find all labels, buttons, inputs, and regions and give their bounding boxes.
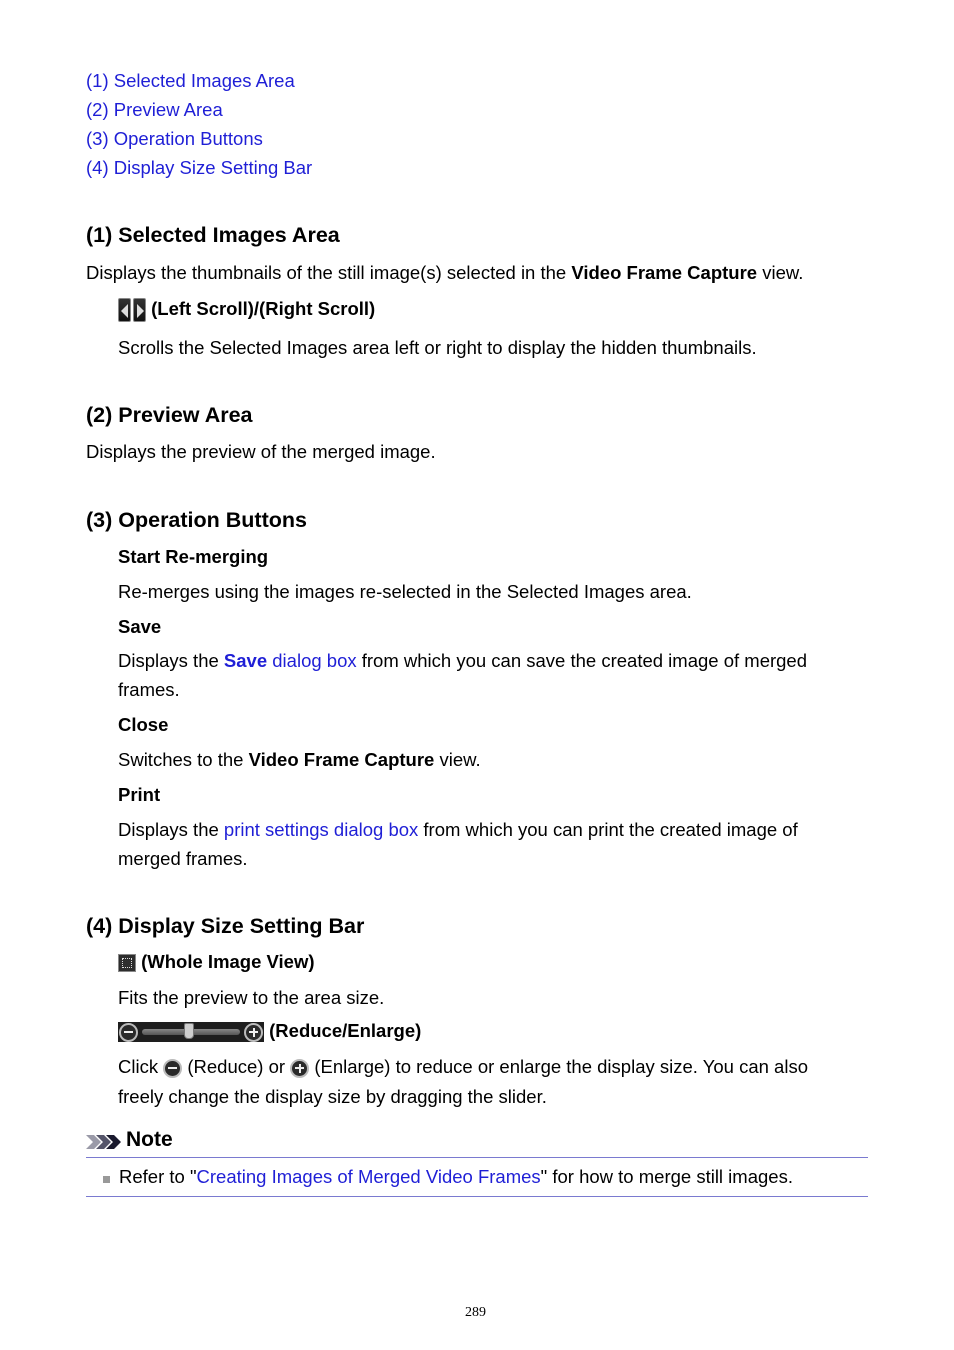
save-description-line1 xyxy=(118,650,807,672)
close-desc-text: Switches to the xyxy=(118,749,249,770)
close-desc-end: view. xyxy=(434,749,481,770)
save-dialog-link[interactable] xyxy=(224,650,357,671)
enlarge-icon-inline xyxy=(290,1059,309,1078)
section-heading-selected-images-area: (1) Selected Images Area xyxy=(86,223,340,247)
reduce-enlarge-description-line2: freely change the display size by dragging the slider. xyxy=(118,1086,547,1107)
close-desc-bold: Video Frame Capture xyxy=(248,749,435,770)
print-label: Print xyxy=(118,784,161,805)
section-heading-operation-buttons: (3) Operation Buttons xyxy=(86,508,307,532)
toc-link-operation-buttons[interactable]: (3) Operation Buttons xyxy=(86,128,263,149)
save-desc-text: Displays the xyxy=(118,650,224,671)
reduce-icon xyxy=(119,1023,138,1042)
save-label: Save xyxy=(118,616,162,637)
whole-image-view-description: Fits the preview to the area size. xyxy=(118,987,385,1008)
scroll-description: Scrolls the Selected Images area left or right to display the hidden thumbnails. xyxy=(118,337,757,358)
print-desc-text: Displays the xyxy=(118,819,224,840)
reduce-enlarge-label xyxy=(118,1020,421,1042)
page-number: 289 xyxy=(465,1305,486,1320)
note-text xyxy=(119,1166,793,1188)
section-heading-preview-area: (2) Preview Area xyxy=(86,403,253,427)
creating-merged-frames-link[interactable]: Creating Images of Merged Video Frames xyxy=(196,1166,541,1187)
whole-image-view-text: (Whole Image View) xyxy=(136,951,315,972)
scroll-label-text: (Left Scroll)/(Right Scroll) xyxy=(146,298,376,319)
start-remerging-label: Start Re-merging xyxy=(118,546,269,567)
toc-link-preview-area[interactable]: (2) Preview Area xyxy=(86,99,223,120)
whole-image-view-icon xyxy=(118,954,136,972)
print-settings-dialog-link[interactable]: print settings dialog box xyxy=(223,819,419,840)
save-dialog-link-text: dialog box xyxy=(267,650,357,671)
close-label: Close xyxy=(118,714,169,735)
note-text-end: " for how to merge still images. xyxy=(540,1166,793,1187)
note-title: Note xyxy=(126,1128,173,1151)
click-text: Click xyxy=(118,1056,164,1077)
note-header xyxy=(86,1127,173,1153)
save-description-line2: frames. xyxy=(118,679,180,700)
note-box xyxy=(86,1157,868,1197)
print-description-line2: merged frames. xyxy=(118,848,248,869)
section1-desc-bold: Video Frame Capture xyxy=(571,262,758,283)
left-scroll-icon xyxy=(118,298,131,322)
slider-thumb xyxy=(184,1023,194,1039)
close-description xyxy=(118,749,481,771)
section1-description xyxy=(86,262,803,284)
section-heading-display-size-setting-bar: (4) Display Size Setting Bar xyxy=(86,914,365,938)
enlarge-text: (Enlarge) to reduce or enlarge the display size. You can also xyxy=(309,1056,808,1077)
reduce-enlarge-description-line1 xyxy=(118,1056,808,1078)
reduce-text: (Reduce) or xyxy=(182,1056,291,1077)
whole-image-view-label xyxy=(118,951,315,973)
section1-desc-text: Displays the thumbnails of the still image(s) selected in the xyxy=(86,262,572,283)
print-desc-end: from which you can print the created image of xyxy=(418,819,798,840)
note-text-start: Refer to " xyxy=(119,1166,197,1187)
toc-link-selected-images-area[interactable]: (1) Selected Images Area xyxy=(86,70,295,91)
reduce-enlarge-text: (Reduce/Enlarge) xyxy=(264,1020,422,1041)
right-scroll-icon xyxy=(133,298,146,322)
section2-description: Displays the preview of the merged image. xyxy=(86,441,436,462)
save-dialog-link-bold: Save xyxy=(223,650,268,671)
note-arrows-icon xyxy=(86,1133,126,1151)
print-description-line1 xyxy=(118,819,798,841)
enlarge-icon xyxy=(244,1023,263,1042)
start-remerging-description: Re-merges using the images re-selected in the Selected Images area. xyxy=(118,581,692,602)
zoom-slider-icon xyxy=(118,1022,264,1042)
save-desc-end: from which you can save the created image of merged xyxy=(356,650,808,671)
section1-desc-end: view. xyxy=(757,262,804,283)
bullet-icon xyxy=(103,1176,110,1183)
reduce-icon-inline xyxy=(163,1059,182,1078)
toc-link-display-size-setting-bar[interactable]: (4) Display Size Setting Bar xyxy=(86,157,313,178)
slider-track xyxy=(142,1029,240,1035)
scroll-buttons-label xyxy=(118,298,375,322)
